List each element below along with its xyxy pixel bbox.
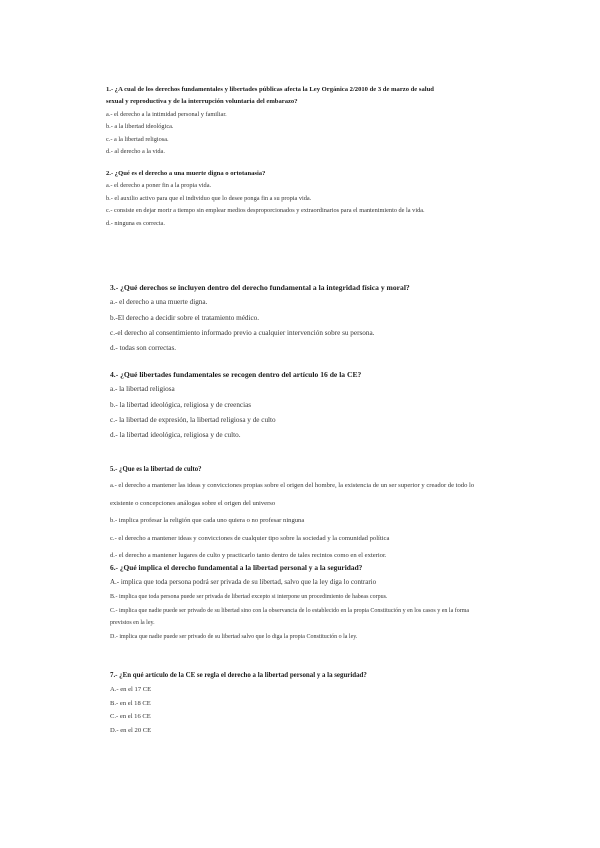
question-title: 2.- ¿Qué es el derecho a una muerte digna o ortotanasia?	[106, 170, 266, 177]
option-b: B.- implica que toda persona puede ser privada de libertad excepto si interpone un procedimiento de habeas corpus.	[110, 594, 388, 600]
question-1	[106, 84, 446, 158]
option-d: d.- todas son correctas.	[110, 344, 177, 353]
option-a: a.- el derecho a poner fin a la propia vida.	[106, 182, 212, 190]
option-a: a.- el derecho a mantener las ideas y convicciones propias sobre el origen del hombre, la existencia de un ser superior y creador de todo lo existente o concepciones análogas sobre el origen del universo	[110, 482, 475, 507]
question-7	[110, 669, 470, 737]
option-c: C.- en el 16 CE	[110, 713, 151, 721]
question-3	[110, 280, 490, 356]
question-title: 4.- ¿Qué libertades fundamentales se recogen dentro del artículo 16 de la CE?	[110, 370, 362, 379]
question-title: 7.- ¿En qué artículo de la CE se regla el derecho a la libertad personal y a la seguridad?	[110, 672, 367, 679]
option-b: b.- implica profesar la religión que cada uno quiera o no profesar ninguna	[110, 517, 305, 525]
option-a: A.- implica que toda persona podrá ser privada de su libertad, salvo que la ley diga lo contrario	[110, 578, 377, 586]
option-c: C.- implica que nadie puede ser privado de su libertad sino con la observancia de lo establecido en la propia Constitución y en los casos y en la forma previstos en la ley.	[110, 608, 470, 626]
option-d: D.- implica que nadie puede ser privado de su libertad salvo que lo diga la propia Constitución o la ley.	[110, 634, 358, 641]
option-d: d.- al derecho a la vida.	[106, 148, 165, 156]
option-b: b.- a la libertad ideológica.	[106, 123, 174, 131]
option-d: d.- el derecho a mantener lugares de culto y practicarlo tanto dentro de tales recintos como en el exterior.	[110, 552, 387, 560]
option-d: D.- en el 20 CE	[110, 726, 152, 734]
question-title: 3.- ¿Qué derechos se incluyen dentro del derecho fundamental a la integridad física y moral?	[110, 283, 410, 292]
option-a: A.- en el 17 CE	[110, 686, 152, 693]
question-title: 6.- ¿Qué implica el derecho fundamental a la libertad personal y a la seguridad?	[110, 563, 363, 572]
option-b: b.- la libertad ideológica, religiosa y de creencias	[110, 400, 252, 409]
option-c: c.-el derecho al consentimiento informado previo a cualquier intervención sobre su persona.	[110, 328, 375, 337]
option-a: a.- la libertad religiosa	[110, 385, 175, 394]
option-a: a.- el derecho a una muerte digna.	[110, 298, 208, 307]
option-c: c.- el derecho a mantener ideas y convicciones de cualquier tipo sobre la sociedad y la comunidad política	[110, 534, 390, 542]
question-title: 5.- ¿Que es la libertad de culto?	[110, 466, 202, 473]
option-c: c.- consiste en dejar morir a tiempo sin emplear medios desproporcionados y extraordinarios para el mantenimiento de la vida.	[106, 207, 425, 215]
option-c: c.- la libertad de expresión, la libertad religiosa y de culto	[110, 415, 276, 424]
option-b: B.- en el 18 CE	[110, 699, 151, 707]
option-d: d.- la libertad ideológica, religiosa y de culto.	[110, 431, 241, 440]
option-b: b.-El derecho a decidir sobre el tratamiento médico.	[110, 313, 260, 322]
question-2	[106, 168, 431, 230]
option-a: a.- el derecho a la intimidad personal y familiar.	[106, 110, 227, 118]
question-6	[110, 561, 470, 644]
question-5	[110, 463, 485, 565]
question-title: 1.- ¿A cual de los derechos fundamentales y libertades públicas afecta la Ley Orgánica 2/2010 de 3 de marzo de salud sexual y reproductiva y de la interrupción voluntaria del embarazo?	[106, 86, 434, 106]
option-c: c.- a la libertad religiosa.	[106, 135, 169, 143]
option-d: d.- ninguna es correcta.	[106, 219, 165, 227]
option-b: b.- el auxilio activo para que el individuo que lo desee ponga fin a su propia vida.	[106, 194, 312, 202]
question-4	[110, 367, 490, 443]
